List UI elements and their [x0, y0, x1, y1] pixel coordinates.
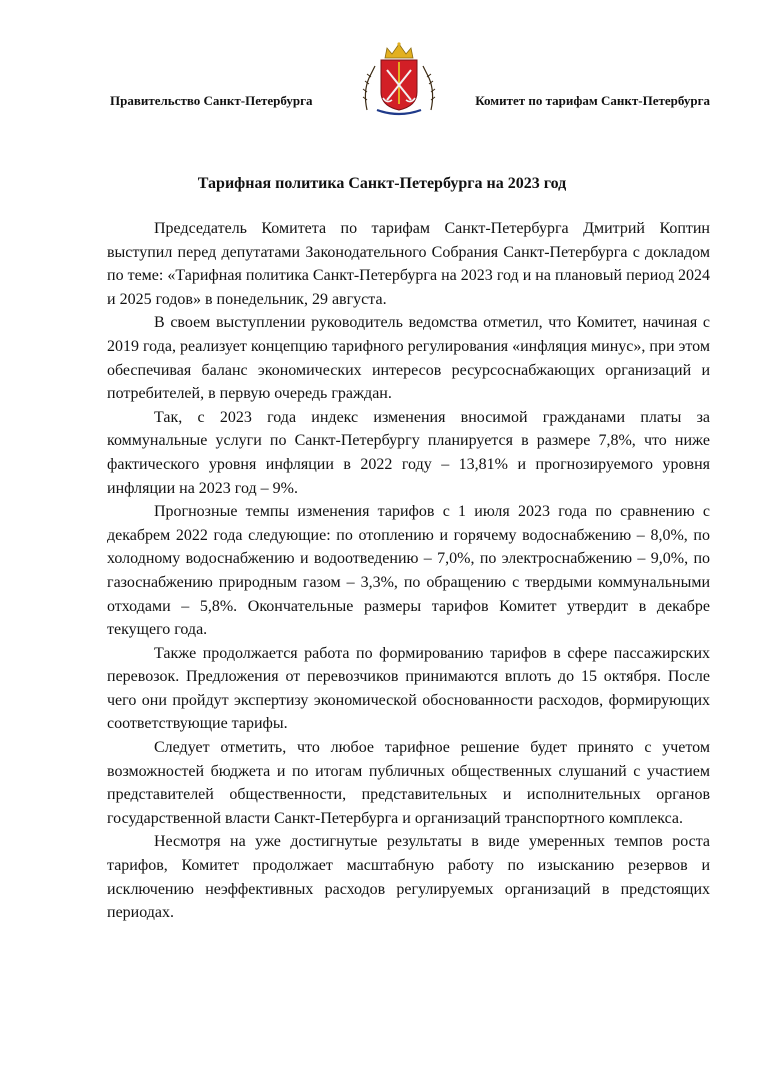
paragraph: Также продолжается работа по формированию тарифов в сфере пассажирских перевозок. Предложения от перевозчиков принимаются вплоть до 15 октября. После чего они пройдут экспертизу экономической обоснованности расходов, формирующих соответствующие тарифы.	[107, 644, 710, 733]
committee-name: Комитет по тарифам Санкт-Петербурга	[475, 93, 710, 108]
paragraph: Так, с 2023 года индекс изменения вносимой гражданами платы за коммунальные услуги по Санкт-Петербургу планируется в размере 7,8%, что ниже фактического уровня инфляции в 2022 году – 13,81% и прогнозируемого уровня инфляции на 2023 год – 9%.	[107, 408, 710, 497]
paragraph: Несмотря на уже достигнутые результаты в виде умеренных темпов роста тарифов, Комитет продолжает масштабную работу по изысканию резервов и исключению неэффективных расходов регулируемых организаций в предстоящих периодах.	[107, 833, 710, 922]
document-body	[107, 217, 710, 925]
paragraph: Следует отметить, что любое тарифное решение будет принято с учетом возможностей бюджета и по итогам публичных общественных слушаний с участием представителей общественности, представительных и исполнительных органов государственной власти Санкт-Петербурга и организаций транспортного комплекса.	[107, 739, 710, 827]
paragraph: В своем выступлении руководитель ведомства отметил, что Комитет, начиная с 2019 года, реализует концепцию тарифного регулирования «инфляция минус», при этом обеспечивая баланс экономических интересов ресурсоснабжающих организаций и потребителей, в первую очередь граждан.	[107, 314, 710, 403]
paragraph: Председатель Комитета по тарифам Санкт-Петербурга Дмитрий Коптин выступил перед депутатами Законодательного Собрания Санкт-Петербурга с докладом по теме: «Тарифная политика Санкт-Петербурга на 2023 год и на плановый период 2024 и 2025 годов» в понедельник, 29 августа.	[107, 220, 710, 308]
paragraph: Прогнозные темпы изменения тарифов с 1 июля 2023 года по сравнению с декабрем 2022 года следующие: по отоплению и горячему водоснабжению – 8,0%, по холодному водоснабжению и водоотведению – 7,0%, по электроснабжению – 9,0%, по газоснабжению природным газом – 3,3%, по обращению с твердыми коммунальными отходами – 5,8%. Окончательные размеры тарифов Комитет утвердит в декабре текущего года.	[107, 503, 710, 639]
spb-coat-of-arms-icon	[359, 40, 439, 120]
document-title: Тарифная политика Санкт-Петербурга на 2023 год	[197, 175, 567, 192]
government-name: Правительство Санкт-Петербурга	[110, 93, 313, 108]
letterhead	[0, 40, 764, 120]
